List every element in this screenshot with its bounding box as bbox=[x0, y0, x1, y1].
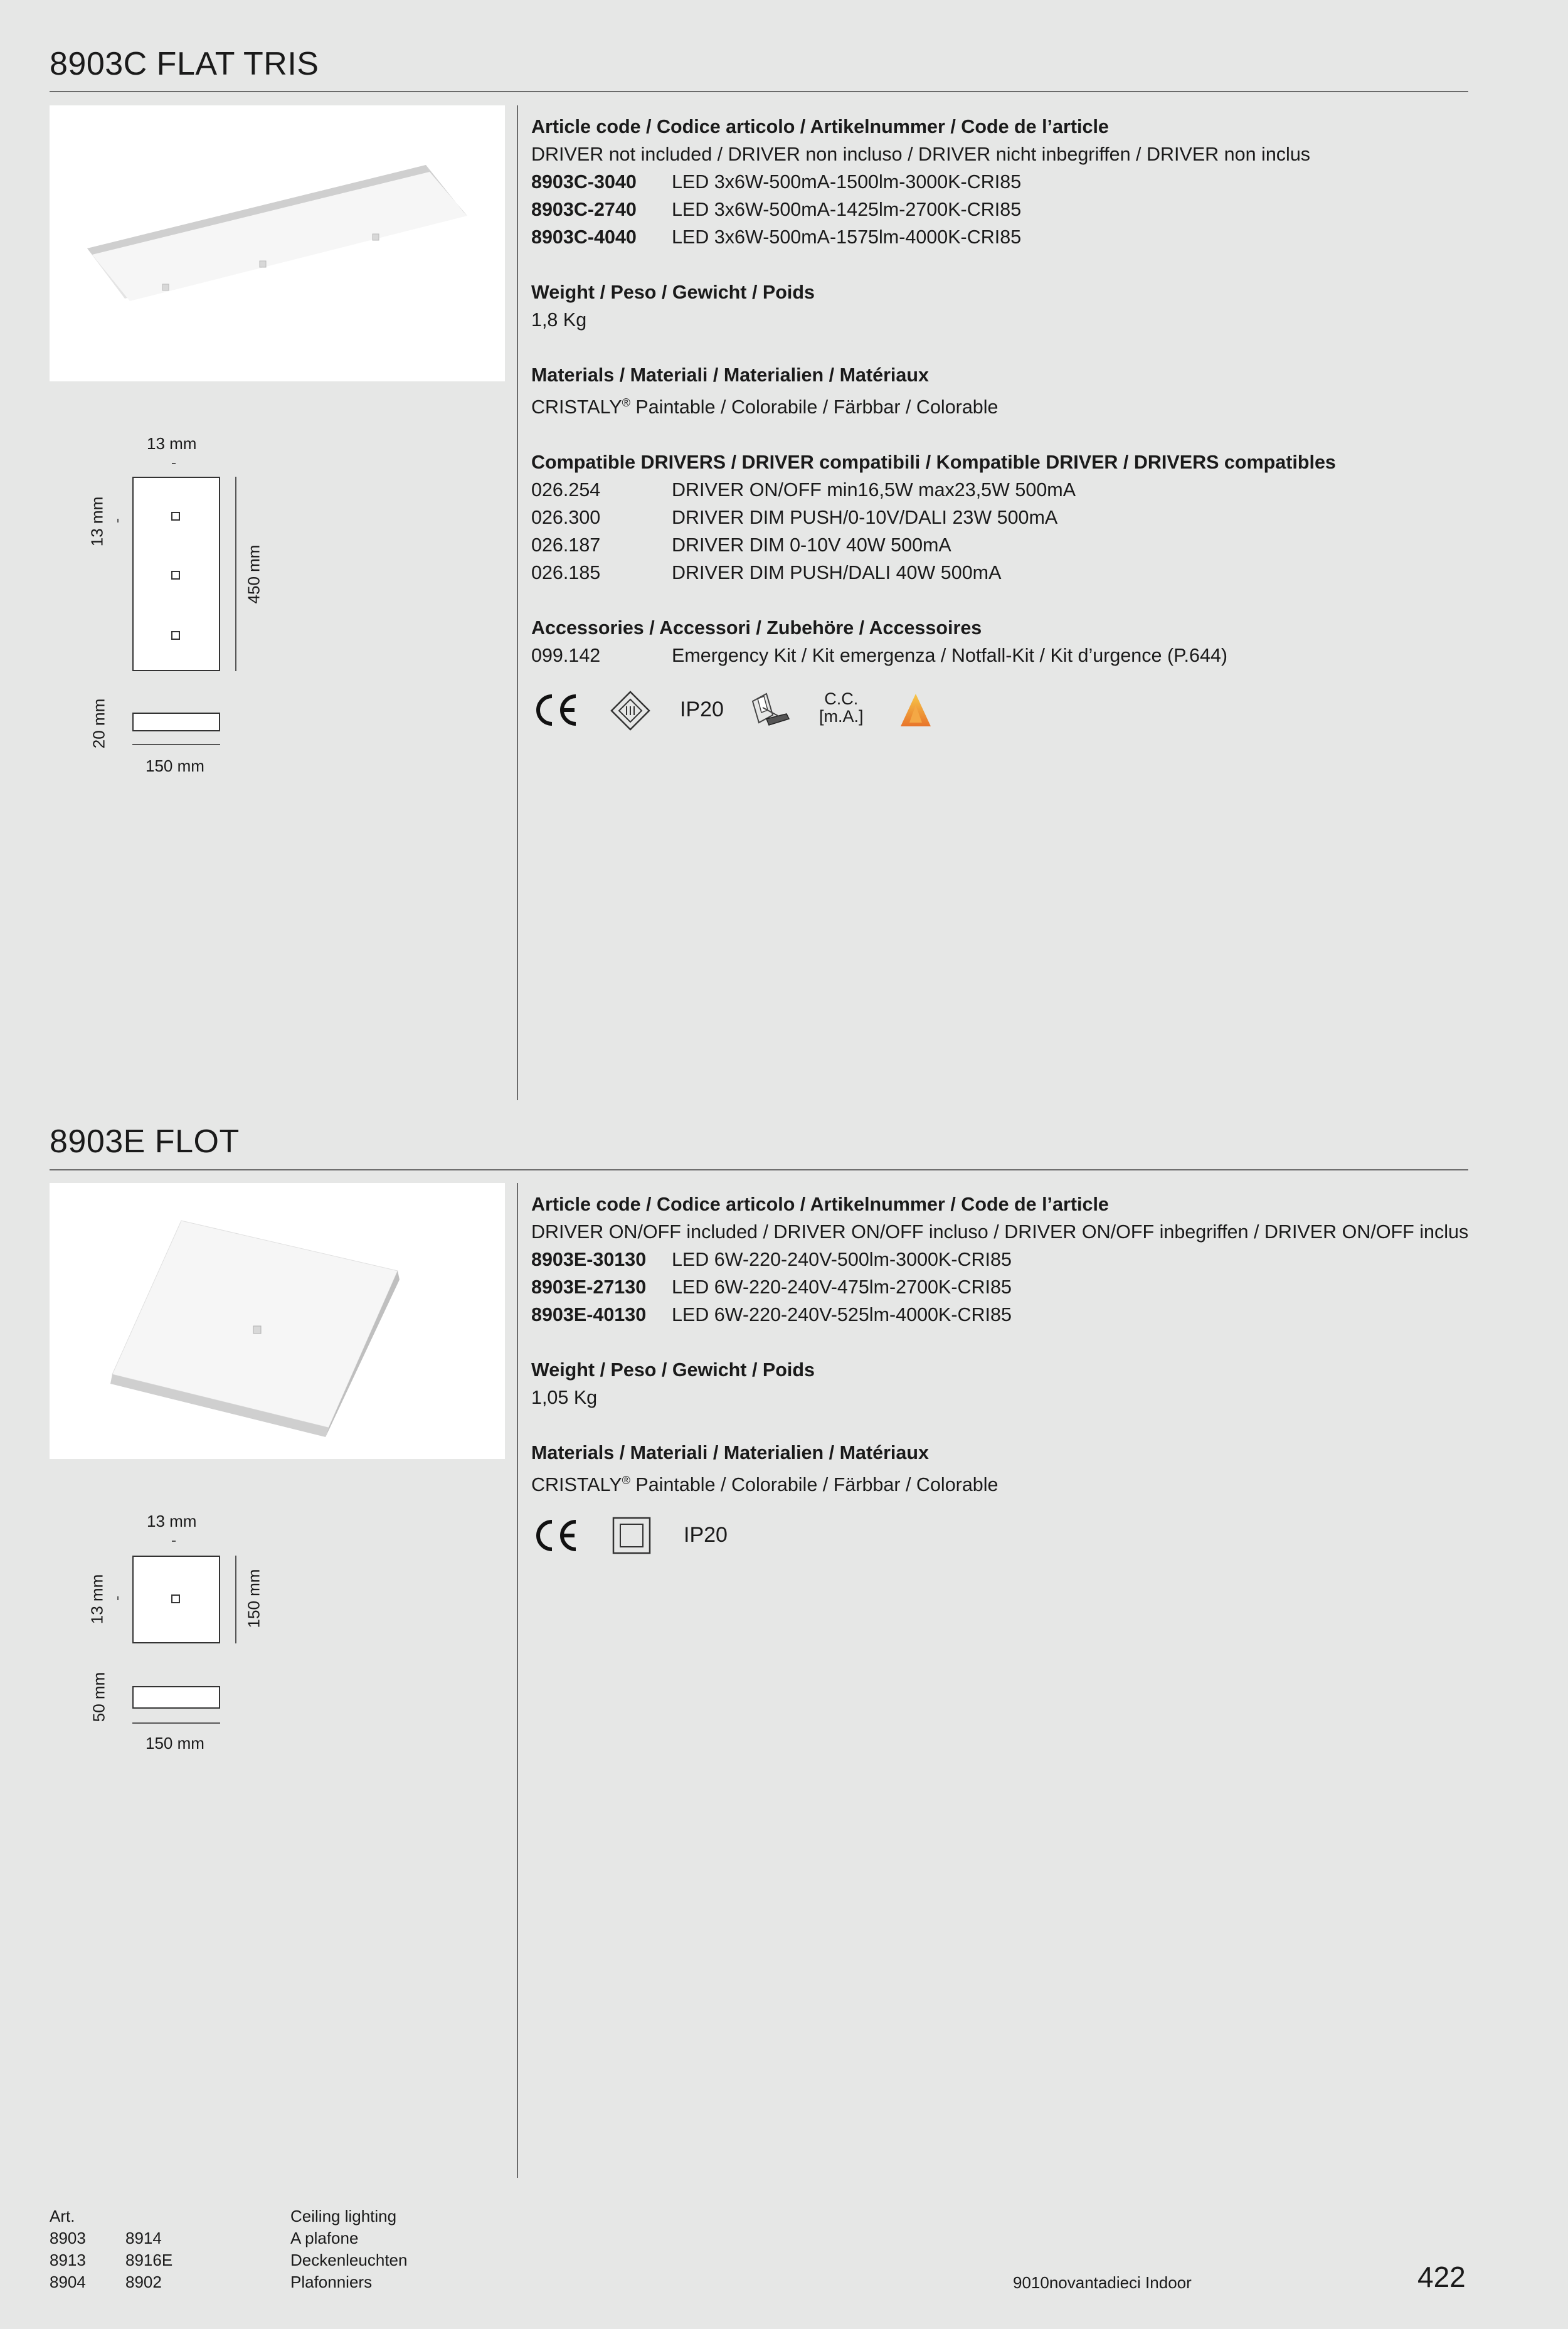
section2-specs bbox=[531, 1191, 1468, 1499]
dim-height-label: 150 mm bbox=[244, 1569, 263, 1628]
class-iii-icon bbox=[610, 690, 651, 735]
constant-current-label: C.C. [m.A.] bbox=[819, 689, 864, 726]
weight-heading: Weight / Peso / Gewicht / Poids bbox=[531, 282, 815, 303]
materials-value: CRISTALY® Paintable / Colorabile / Färbbar / Colorable bbox=[531, 396, 999, 418]
led-spot bbox=[171, 1594, 180, 1603]
article-heading: Article code / Codice articolo / Artikelnummer / Code de l’article bbox=[531, 1194, 1109, 1215]
dim-tick bbox=[172, 1541, 176, 1542]
warning-triangle-icon bbox=[898, 691, 933, 732]
article-row: 8903E-40130 LED 6W-220-240V-525lm-4000K-CRI85 bbox=[531, 1304, 1012, 1325]
dim-height-line bbox=[235, 477, 236, 671]
side-view-drawing bbox=[132, 1686, 220, 1709]
dim-top-label: 13 mm bbox=[147, 1512, 197, 1531]
accessories-heading: Accessories / Accessori / Zubehöre / Accessoires bbox=[531, 617, 982, 639]
top-view-drawing bbox=[132, 1556, 220, 1643]
recessed-mount-icon bbox=[750, 690, 792, 735]
accessory-row: 099.142 Emergency Kit / Kit emergenza / Notfall-Kit / Kit d’urgence (P.644) bbox=[531, 645, 1228, 667]
dim-tick bbox=[172, 463, 176, 464]
weight-value: 1,8 Kg bbox=[531, 309, 587, 331]
driver-row: 026.185 DRIVER DIM PUSH/DALI 40W 500mA bbox=[531, 562, 1002, 584]
footer-categories: Ceiling lighting A plafone Deckenleuchten Plafonniers bbox=[290, 2207, 408, 2291]
drivers-heading: Compatible DRIVERS / DRIVER compatibili / Kompatible DRIVER / DRIVERS compatibles bbox=[531, 452, 1336, 474]
ce-mark-icon bbox=[532, 1518, 580, 1556]
ce-mark-icon bbox=[532, 692, 580, 731]
dim-width-line bbox=[132, 1722, 220, 1724]
materials-heading: Materials / Materiali / Materialien / Matériaux bbox=[531, 1442, 929, 1463]
page-number: 422 bbox=[1417, 2261, 1466, 2293]
class-ii-icon bbox=[612, 1517, 651, 1557]
ip20-label: IP20 bbox=[684, 1523, 728, 1547]
footer-brand: 9010novantadieci Indoor bbox=[1013, 2273, 1192, 2292]
article-row: 8903C-3040 LED 3x6W-500mA-1500lm-3000K-CRI85 bbox=[531, 171, 1022, 193]
dim-height-line bbox=[235, 1556, 236, 1643]
dim-left-label: 13 mm bbox=[87, 1574, 107, 1625]
top-view-drawing bbox=[132, 477, 220, 671]
dim-width-line bbox=[132, 744, 220, 745]
dim-tick bbox=[117, 519, 119, 523]
led-spot bbox=[171, 571, 180, 580]
driver-row: 026.187 DRIVER DIM 0-10V 40W 500mA bbox=[531, 534, 951, 556]
dim-top-label: 13 mm bbox=[147, 434, 197, 453]
ip20-label: IP20 bbox=[680, 698, 724, 721]
section1-product-photo bbox=[50, 105, 505, 381]
section1-title: 8903C FLAT TRIS bbox=[50, 46, 319, 82]
materials-heading: Materials / Materiali / Materialien / Matériaux bbox=[531, 364, 929, 386]
weight-heading: Weight / Peso / Gewicht / Poids bbox=[531, 1359, 815, 1381]
dim-tick bbox=[117, 1596, 119, 1600]
section1-specs bbox=[531, 113, 1336, 669]
section2-product-photo bbox=[50, 1183, 505, 1459]
section1-column-divider bbox=[517, 105, 518, 1100]
weight-value: 1,05 Kg bbox=[531, 1387, 598, 1408]
side-view-drawing bbox=[132, 713, 220, 731]
dim-width-label: 150 mm bbox=[146, 756, 204, 775]
footer-art-column-2: 8914 8916E 8902 bbox=[125, 2229, 173, 2291]
materials-value: CRISTALY® Paintable / Colorabile / Färbbar / Colorable bbox=[531, 1474, 999, 1496]
dim-height-label: 450 mm bbox=[244, 544, 263, 604]
driver-note: DRIVER not included / DRIVER non incluso / DRIVER nicht inbegriffen / DRIVER non inclus bbox=[531, 144, 1311, 165]
article-row: 8903E-30130 LED 6W-220-240V-500lm-3000K-CRI85 bbox=[531, 1249, 1012, 1270]
article-row: 8903E-27130 LED 6W-220-240V-475lm-2700K-CRI85 bbox=[531, 1276, 1012, 1298]
section2-rule bbox=[50, 1169, 1468, 1170]
led-spot bbox=[171, 631, 180, 640]
dim-width-label: 150 mm bbox=[146, 1734, 204, 1753]
driver-row: 026.254 DRIVER ON/OFF min16,5W max23,5W 500mA bbox=[531, 479, 1076, 501]
section2-column-divider bbox=[517, 1183, 518, 2178]
footer-art-column: Art. 8903 8913 8904 bbox=[50, 2207, 86, 2291]
dim-side-label: 50 mm bbox=[89, 1672, 109, 1722]
section2-title: 8903E FLOT bbox=[50, 1123, 240, 1160]
dim-left-label: 13 mm bbox=[87, 496, 107, 547]
article-row: 8903C-4040 LED 3x6W-500mA-1575lm-4000K-CRI85 bbox=[531, 226, 1022, 248]
driver-row: 026.300 DRIVER DIM PUSH/0-10V/DALI 23W 500mA bbox=[531, 507, 1058, 529]
driver-note: DRIVER ON/OFF included / DRIVER ON/OFF incluso / DRIVER ON/OFF inbegriffen / DRIVER ON/OFF inclus bbox=[531, 1221, 1469, 1243]
led-spot bbox=[171, 512, 180, 521]
dim-side-label: 20 mm bbox=[89, 698, 109, 749]
section1-rule bbox=[50, 91, 1468, 92]
article-row: 8903C-2740 LED 3x6W-500mA-1425lm-2700K-CRI85 bbox=[531, 199, 1022, 220]
article-heading: Article code / Codice articolo / Artikelnummer / Code de l’article bbox=[531, 116, 1109, 137]
